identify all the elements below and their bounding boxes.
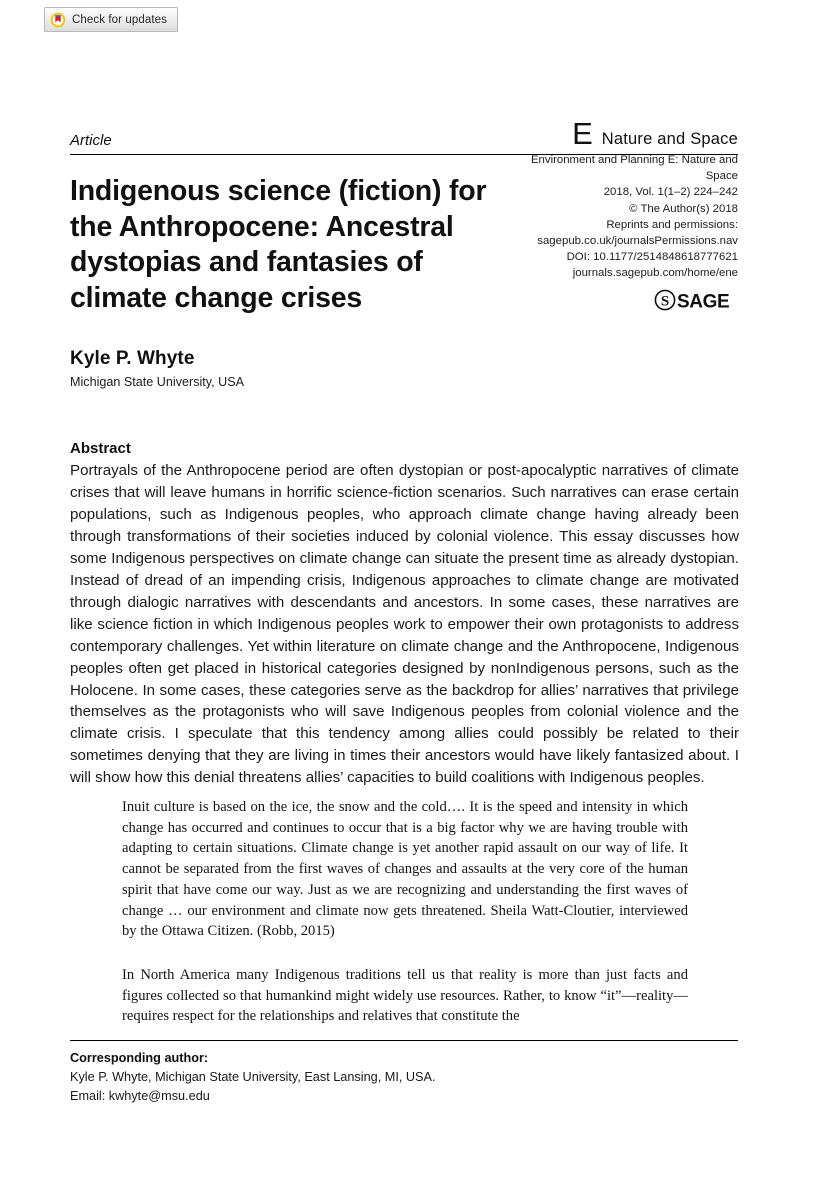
- svg-text:SAGE: SAGE: [677, 290, 730, 311]
- check-for-updates-label: Check for updates: [72, 13, 168, 26]
- citation-journal-url[interactable]: journals.sagepub.com/home/ene: [572, 267, 738, 280]
- abstract-text: Portrayals of the Anthropocene period are often dystopian or post-apocalyptic narratives of climate crises that will leave humans in horrific science-fiction scenarios. Such narratives can erase certain populations, such as Indigenous peoples, who approach climate change having already been through transformations of their societies induced by colonial violence. This essay discusses how some Indigenous perspectives on climate change can situate the present time as already dystopian. Instead of dread of an impending crisis, Indigenous approaches to climate change are motivated through dialogic narratives with descendants and ancestors. In some cases, these narratives are like science fiction in which Indigenous peoples work to empower their own protagonists to address contemporary challenges. Yet within literature on climate change and the Anthropocene, Indigenous peoples often get placed in historical categories designed by nonIndigenous persons, such as the Holocene. In some cases, these categories serve as the backdrop for allies’ narratives that privilege themselves as the protagonists who will save Indigenous peoples from colonial violence and the climate crisis. I speculate that this tendency among allies could possibly be related to their sometimes denying that they are living in times their ancestors would have likely fantasized about. I will show how this denial threatens allies’ capacities to build coalitions with Indigenous peoples.: [70, 462, 739, 787]
- block-quote: Inuit culture is based on the ice, the snow and the cold…. It is the speed and intensity in which change has occurred and continues to occur that is a big factor why we are having trouble with adapting to certain situations. Climate change is yet another rapid assault on our way of life. It cannot be separated from the first waves of changes and assaults at the very core of the human spirit that have come our way. Just as we are recognizing and understanding the first waves of change … our environment and climate now gets threatened. Sheila Watt-Cloutier, interviewed by the Ottawa Citizen. (Robb, 2015): [122, 799, 688, 940]
- corresponding-author-block: [70, 1049, 670, 1105]
- citation-reprints-label: Reprints and permissions:: [606, 218, 738, 231]
- citation-copyright: © The Author(s) 2018: [629, 202, 738, 215]
- crossmark-icon: [50, 12, 66, 28]
- sage-logo: [530, 289, 738, 311]
- abstract-heading: Abstract: [70, 440, 131, 457]
- corresponding-author-address: Kyle P. Whyte, Michigan State University, East Lansing, MI, USA.: [70, 1069, 436, 1084]
- page-title: Indigenous science (fiction) for the Anthropocene: Ancestral dystopias and fantasies of climate change crises: [70, 175, 487, 314]
- citation-doi[interactable]: DOI: 10.1177/2514848618777621: [566, 251, 738, 264]
- citation-journal: Environment and Planning E: Nature and Space: [530, 154, 738, 183]
- svg-text:S: S: [660, 293, 670, 310]
- author-affiliation: Michigan State University, USA: [70, 375, 245, 389]
- citation-volume: 2018, Vol. 1(1–2) 224–242: [603, 186, 738, 199]
- article-type-label: Article: [70, 132, 112, 149]
- journal-brand: [572, 116, 738, 151]
- journal-brand-name: Nature and Space: [601, 130, 738, 148]
- footer-divider: [70, 1040, 738, 1041]
- check-for-updates-badge[interactable]: [44, 7, 178, 32]
- body-paragraph: In North America many Indigenous traditions tell us that reality is more than just facts and figures collected so that humankind might widely use resources. Rather, to know “it”—reality—requires respect for the relationships and relatives that constitute the: [122, 967, 688, 1025]
- author-name: Kyle P. Whyte: [70, 348, 195, 369]
- journal-e-logo: E: [572, 116, 593, 151]
- citation-block: [530, 152, 738, 311]
- corresponding-author-email[interactable]: Email: kwhyte@msu.edu: [70, 1088, 210, 1103]
- corresponding-author-heading: Corresponding author:: [70, 1051, 209, 1065]
- citation-reprints-url[interactable]: sagepub.co.uk/journalsPermissions.nav: [537, 234, 738, 247]
- running-head: [70, 116, 738, 155]
